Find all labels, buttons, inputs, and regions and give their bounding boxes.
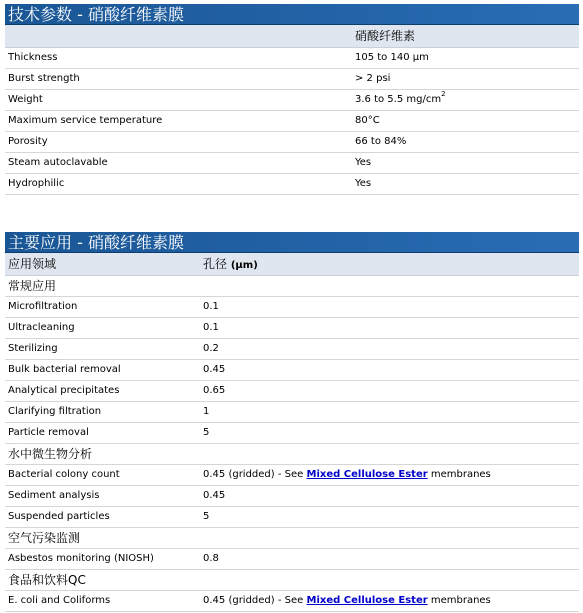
pore-size-text: 0.45 (gridded) <box>203 469 275 480</box>
spec-value <box>355 111 380 131</box>
pore-size-value <box>203 423 209 443</box>
application-row <box>5 339 579 360</box>
application-label: Bulk bacterial removal <box>8 364 121 375</box>
spec-value <box>355 48 429 68</box>
application-label: Suspended particles <box>8 511 110 522</box>
application-label: Microfiltration <box>8 301 78 312</box>
spec-value-text: 80°C <box>355 115 380 126</box>
applications-rows <box>5 276 579 612</box>
tech-specs-title: 技术参数 - 硝酸纤维素膜 <box>5 4 579 25</box>
pore-size-text: 0.1 <box>203 301 219 312</box>
see-prefix: - See <box>277 469 304 480</box>
spec-label: Porosity <box>8 136 48 147</box>
application-label: Analytical precipitates <box>8 385 120 396</box>
application-label: Ultracleaning <box>8 322 75 333</box>
application-row <box>5 360 579 381</box>
application-row <box>5 381 579 402</box>
spec-value <box>355 90 446 110</box>
spec-value <box>355 69 390 89</box>
pore-size-value <box>203 402 209 422</box>
pore-size-text: 0.2 <box>203 343 219 354</box>
spec-value-text: Yes <box>355 178 372 189</box>
spec-label: Hydrophilic <box>8 178 65 189</box>
application-row <box>5 591 579 612</box>
application-category: 食品和饮料QC <box>5 570 579 591</box>
application-row <box>5 423 579 444</box>
applications-title: 主要应用 - 硝酸纤维素膜 <box>5 232 579 253</box>
application-row <box>5 402 579 423</box>
applications-header-row <box>5 253 579 276</box>
application-row <box>5 486 579 507</box>
pore-size-value <box>203 360 225 380</box>
application-label: Clarifying filtration <box>8 406 102 417</box>
spec-label: Burst strength <box>8 73 80 84</box>
pore-size-text: 0.45 <box>203 364 226 375</box>
application-row <box>5 549 579 570</box>
application-row <box>5 507 579 528</box>
mixed-cellulose-ester-link[interactable]: Mixed Cellulose Ester <box>306 469 428 480</box>
spec-label: Thickness <box>8 52 58 63</box>
spec-row <box>5 48 579 69</box>
spec-row <box>5 111 579 132</box>
pore-size-text: 0.45 <box>203 490 226 501</box>
pore-size-text: 0.8 <box>203 553 219 564</box>
pore-size-text: 0.45 (gridded) <box>203 595 275 606</box>
pore-size-value <box>203 465 491 485</box>
application-label: Asbestos monitoring (NIOSH) <box>8 553 154 564</box>
application-row <box>5 297 579 318</box>
spec-value-text: Yes <box>355 157 372 168</box>
applications-col2-header <box>203 253 258 277</box>
pore-size-value <box>203 318 219 338</box>
spec-value <box>355 153 371 173</box>
see-suffix: membranes <box>430 595 491 606</box>
pore-size-value <box>203 339 219 359</box>
spec-label: Weight <box>8 94 43 105</box>
application-category: 空气污染监测 <box>5 528 579 549</box>
spec-value-superscript: 2 <box>441 90 446 98</box>
see-suffix: membranes <box>430 469 491 480</box>
tech-specs-rows <box>5 48 579 195</box>
spec-label: Maximum service temperature <box>8 115 163 126</box>
application-label: E. coli and Coliforms <box>8 595 111 606</box>
spec-value-text: > 2 psi <box>355 73 391 84</box>
pore-size-text: 0.1 <box>203 322 219 333</box>
spec-row <box>5 90 579 111</box>
application-label: Bacterial colony count <box>8 469 120 480</box>
spec-row <box>5 153 579 174</box>
spec-value <box>355 174 371 194</box>
pore-size-value <box>203 507 209 527</box>
application-label: Sediment analysis <box>8 490 100 501</box>
spec-value-text: 105 to 140 µm <box>355 52 429 63</box>
tech-specs-column-header: 硝酸纤维素 <box>355 29 416 43</box>
application-label: Sterilizing <box>8 343 58 354</box>
spec-value <box>355 132 406 152</box>
pore-size-value <box>203 549 219 569</box>
tech-specs-section <box>5 4 579 195</box>
spec-row <box>5 69 579 90</box>
pore-size-unit: (µm) <box>230 260 258 271</box>
pore-size-text: 0.65 <box>203 385 226 396</box>
application-row <box>5 318 579 339</box>
application-category: 常规应用 <box>5 276 579 297</box>
application-row <box>5 465 579 486</box>
pore-size-value <box>203 486 225 506</box>
spec-value-text: 66 to 84% <box>355 136 407 147</box>
spec-row <box>5 174 579 195</box>
application-label: Particle removal <box>8 427 89 438</box>
applications-col1-header: 应用领域 <box>8 257 57 271</box>
see-prefix: - See <box>277 595 304 606</box>
pore-size-value <box>203 297 219 317</box>
mixed-cellulose-ester-link[interactable]: Mixed Cellulose Ester <box>306 595 428 606</box>
application-category: 水中微生物分析 <box>5 444 579 465</box>
pore-size-text: 1 <box>203 406 210 417</box>
tech-specs-column-header-row <box>5 25 579 48</box>
pore-size-text: 5 <box>203 427 210 438</box>
pore-size-value <box>203 591 491 611</box>
spec-value-text: 3.6 to 5.5 mg/cm <box>355 94 442 105</box>
applications-section <box>5 232 579 612</box>
spec-row <box>5 132 579 153</box>
spec-label: Steam autoclavable <box>8 157 108 168</box>
pore-size-value <box>203 381 225 401</box>
pore-size-label: 孔径 <box>203 257 228 271</box>
pore-size-text: 5 <box>203 511 210 522</box>
